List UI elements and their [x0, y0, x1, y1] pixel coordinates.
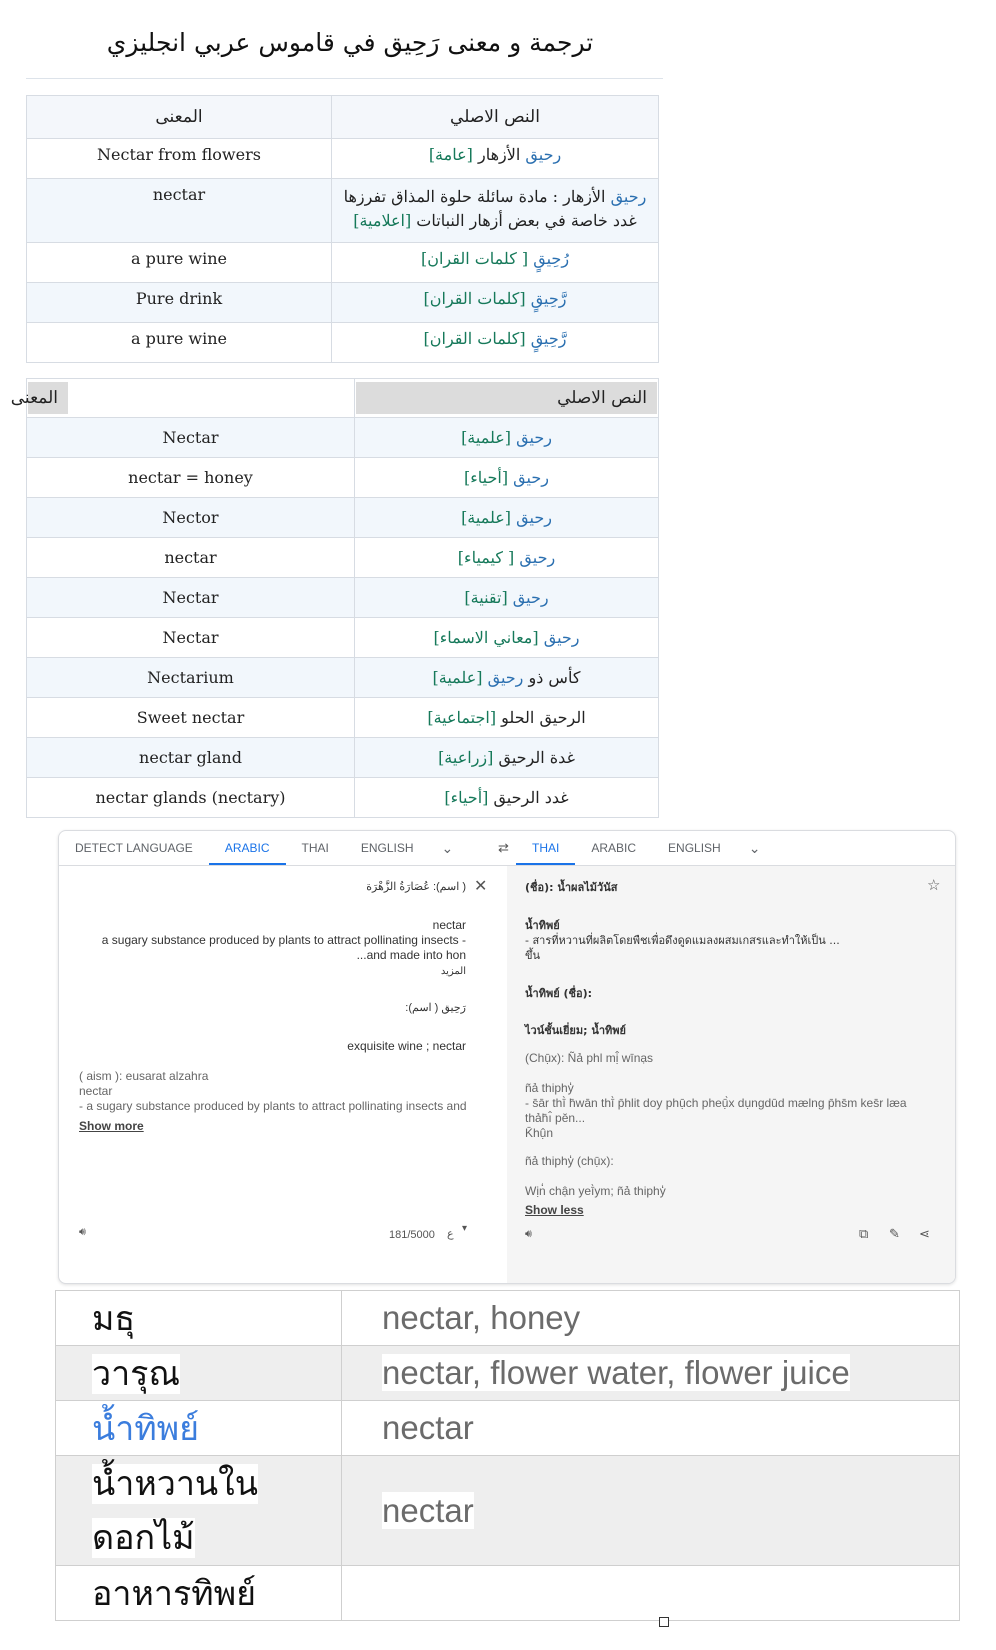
meaning-cell: a pure wine [27, 243, 332, 283]
transliteration-line: K̄hụ̂n [525, 1126, 554, 1140]
star-icon[interactable]: ☆ [927, 877, 941, 894]
english-meaning [342, 1566, 960, 1621]
header-original: النص الاصلي [332, 96, 659, 139]
category-tag: [كلمات القران] [423, 329, 526, 348]
translation-line: น้ำทิพย์ (ชื่อ): [525, 987, 592, 1000]
show-less-link[interactable]: Show less [525, 1203, 584, 1217]
show-more-link[interactable]: Show more [79, 1119, 144, 1133]
category-tag: [كلمات القران] [423, 289, 526, 308]
translation-line: น้ำทิพย์ [525, 919, 560, 932]
meaning-cell: Nectar [27, 578, 355, 618]
listen-icon[interactable]: 🔊︎ [79, 1226, 86, 1238]
thai-word: อาหารทิพย์ [56, 1566, 342, 1621]
word-link[interactable]: رحيق [543, 628, 580, 647]
thai-word-link [56, 1401, 342, 1456]
original-cell [355, 498, 659, 538]
transliteration-line: Wịn̒ chận yeī̀ym; ñả thiphy̒ [525, 1184, 666, 1198]
source-line: ( اسم): عُصَارَةُ الزَّهْرَة [366, 881, 466, 893]
translation-line: ขึ้น [525, 949, 541, 962]
transliteration-line: ( aism ): eusarat alzahra [79, 1069, 209, 1083]
clear-text-icon[interactable]: ✕ [474, 878, 488, 895]
original-cell [355, 458, 659, 498]
category-tag: [زراعية] [438, 748, 494, 767]
chevron-down-icon[interactable]: ⌄ [441, 840, 454, 856]
transliteration-line: (Chụ̄x): Ñả phl mị̂ wīnạs [525, 1051, 654, 1065]
word-link[interactable]: رحيق [519, 548, 556, 567]
meaning-cell: nectar [27, 179, 332, 243]
word-link[interactable]: رحيق [525, 145, 562, 164]
header-meaning-2 [10, 379, 355, 418]
source-line: exquisite wine ; nectar [347, 1039, 466, 1053]
original-cell [355, 618, 659, 658]
original-cell [355, 658, 659, 698]
meaning-cell: Nectarium [27, 658, 355, 698]
thai-word [56, 1456, 342, 1566]
chevron-down-icon[interactable]: ⌄ [748, 840, 761, 856]
thai-word [56, 1346, 342, 1401]
source-line: ...and made into hon [356, 948, 466, 962]
header-original-2 [355, 379, 659, 418]
english-meaning-text: nectar [382, 1491, 474, 1529]
meaning-cell: nectar = honey [27, 458, 355, 498]
word-link[interactable]: رحيق [610, 187, 647, 206]
category-tag: [ كيمياء] [457, 548, 515, 567]
meaning-cell: nectar [27, 538, 355, 578]
meaning-cell: Sweet nectar [27, 698, 355, 738]
source-line: رَحِيق ( اسم): [405, 1002, 466, 1014]
original-text: الأزهار : مادة سائلة حلوة المذاق تفرزها غدد خاصة في بعض أزهار النباتات [343, 187, 637, 230]
category-tag: [اعلامية] [353, 211, 412, 230]
original-cell [355, 578, 659, 618]
meaning-cell: Nector [27, 498, 355, 538]
word-link[interactable]: رحيق [487, 668, 524, 687]
thai-synonym-table [55, 1290, 960, 1621]
category-tag: [أحياء] [444, 788, 489, 807]
category-tag: [علمية] [432, 668, 483, 687]
meaning-cell: nectar glands (nectary) [27, 778, 355, 818]
transliteration-line: nectar [79, 1084, 113, 1098]
thai-word: มธุ [56, 1291, 342, 1346]
tab-target-arabic[interactable]: ARABIC [591, 841, 637, 855]
english-meaning: nectar, honey [342, 1291, 960, 1346]
thai-word-text: วารุณ [92, 1354, 180, 1394]
original-cell [355, 778, 659, 818]
listen-icon[interactable]: 🔊︎ [525, 1228, 532, 1240]
transliteration-line: ñả thiphy̒ [525, 1081, 574, 1095]
word-link[interactable]: رَّحِيقٍ [530, 289, 567, 308]
thai-word-line: ดอกไม้ [92, 1517, 195, 1558]
header-meaning-label: المعنى [28, 382, 68, 414]
header-meaning: المعنى [27, 96, 332, 139]
category-tag: [علمية] [461, 428, 512, 447]
translate-widget [58, 830, 956, 1284]
tab-source-arabic[interactable]: ARABIC [209, 831, 286, 865]
original-cell [355, 418, 659, 458]
copy-icon[interactable]: ⧉ [859, 1226, 869, 1241]
transliteration-line: - s̄ār thī̀ h̄wān thī̀ p̄hlit doy phụ̄ch pheụ̄̀x dụngdūd mælng p̄hs̄m kes̄r læa thảh̄ı̂ pĕn... [525, 1096, 907, 1125]
translation-line: ไวน์ชั้นเยี่ยม; น้ำทิพย์ [525, 1024, 626, 1037]
chevron-down-icon[interactable]: ▾ [462, 1223, 468, 1234]
word-link[interactable]: رحيق [516, 508, 552, 527]
input-tools-button[interactable]: ع [447, 1228, 454, 1240]
original-cell [332, 179, 659, 243]
english-meaning: nectar [342, 1401, 960, 1456]
source-line: nectar [432, 918, 466, 932]
english-meaning [342, 1346, 960, 1401]
meaning-cell: Nectar [27, 618, 355, 658]
category-tag: [تقنية] [464, 588, 508, 607]
original-cell [332, 139, 659, 179]
translation-line: (ชื่อ): น้ำผลไม้วันัส [525, 881, 618, 894]
tab-detect-language[interactable]: DETECT LANGUAGE [75, 841, 193, 855]
word-link[interactable]: رحيق [512, 588, 549, 607]
thai-word-line: น้ำหวานใน [92, 1463, 259, 1504]
original-text: الأزهار [472, 145, 526, 164]
meaning-cell: Nectar from flowers [27, 139, 332, 179]
category-tag: [معاني الاسماء] [433, 628, 539, 647]
original-cell [332, 243, 659, 283]
tab-source-english[interactable]: ENGLISH [360, 841, 414, 855]
original-cell [355, 698, 659, 738]
share-icon[interactable]: ⋖ [919, 1226, 930, 1241]
original-cell [355, 538, 659, 578]
word-link[interactable]: رحيق [516, 428, 552, 447]
dictionary-table-2 [10, 378, 659, 818]
resize-handle[interactable] [659, 1617, 669, 1627]
english-meaning-text: nectar, flower water, flower juice [382, 1354, 850, 1391]
source-text-pane[interactable] [59, 866, 506, 1283]
tab-target-english[interactable]: ENGLISH [668, 841, 721, 855]
original-text: غدة الرحيق [493, 748, 575, 767]
original-text: كأس ذو [523, 668, 581, 687]
tab-source-thai[interactable]: THAI [301, 841, 329, 855]
transliteration-line: ñả thiphy̒ (chụ̄x): [525, 1154, 614, 1168]
divider [26, 78, 663, 79]
original-cell [355, 738, 659, 778]
meaning-cell: Pure drink [27, 283, 332, 323]
source-language-tabs [59, 831, 489, 865]
meaning-cell: nectar gland [27, 738, 355, 778]
category-tag: [أحياء] [464, 468, 509, 487]
category-tag: [علمية] [461, 508, 512, 527]
source-line: المزيد [440, 966, 466, 977]
word-link[interactable]: رُحِيقٍ [533, 249, 570, 268]
header-original-label: النص الاصلي [356, 382, 657, 414]
target-language-tabs [516, 831, 946, 865]
english-meaning [342, 1456, 960, 1566]
page-title: ترجمة و معنى رَحِيق في قاموس عربي انجليزي [106, 28, 594, 57]
swap-languages-icon[interactable]: ⇄ [498, 840, 509, 855]
thai-word-link-text[interactable]: น้ำทิพย์ [92, 1409, 200, 1449]
meaning-cell: a pure wine [27, 323, 332, 363]
word-link[interactable]: رَّحِيقٍ [530, 329, 567, 348]
translation-line: - สารที่หวานที่ผลิตโดยพืชเพื่อดึงดูดแมลงผสมเกสรและทำให้เป็น ... [525, 934, 840, 947]
translation-pane [507, 866, 955, 1283]
word-link[interactable]: رحيق [513, 468, 549, 487]
edit-pencil-icon[interactable]: ✎ [889, 1226, 900, 1241]
transliteration-line: - a sugary substance produced by plants to attract pollinating insects and [79, 1099, 467, 1113]
category-tag: [عامة] [428, 145, 473, 164]
original-text: الرحيق الحلو [496, 708, 586, 727]
original-text: غدد الرحيق [488, 788, 569, 807]
category-tag: [ كلمات القران] [420, 249, 529, 268]
tab-target-thai[interactable]: THAI [516, 831, 575, 865]
category-tag: [اجتماعية] [427, 708, 497, 727]
original-cell [332, 283, 659, 323]
dictionary-table-1 [26, 95, 659, 363]
original-cell [332, 323, 659, 363]
character-count: 181/5000 [389, 1229, 435, 1241]
meaning-cell: Nectar [27, 418, 355, 458]
source-line: a sugary substance produced by plants to attract pollinating insects - [101, 933, 466, 947]
